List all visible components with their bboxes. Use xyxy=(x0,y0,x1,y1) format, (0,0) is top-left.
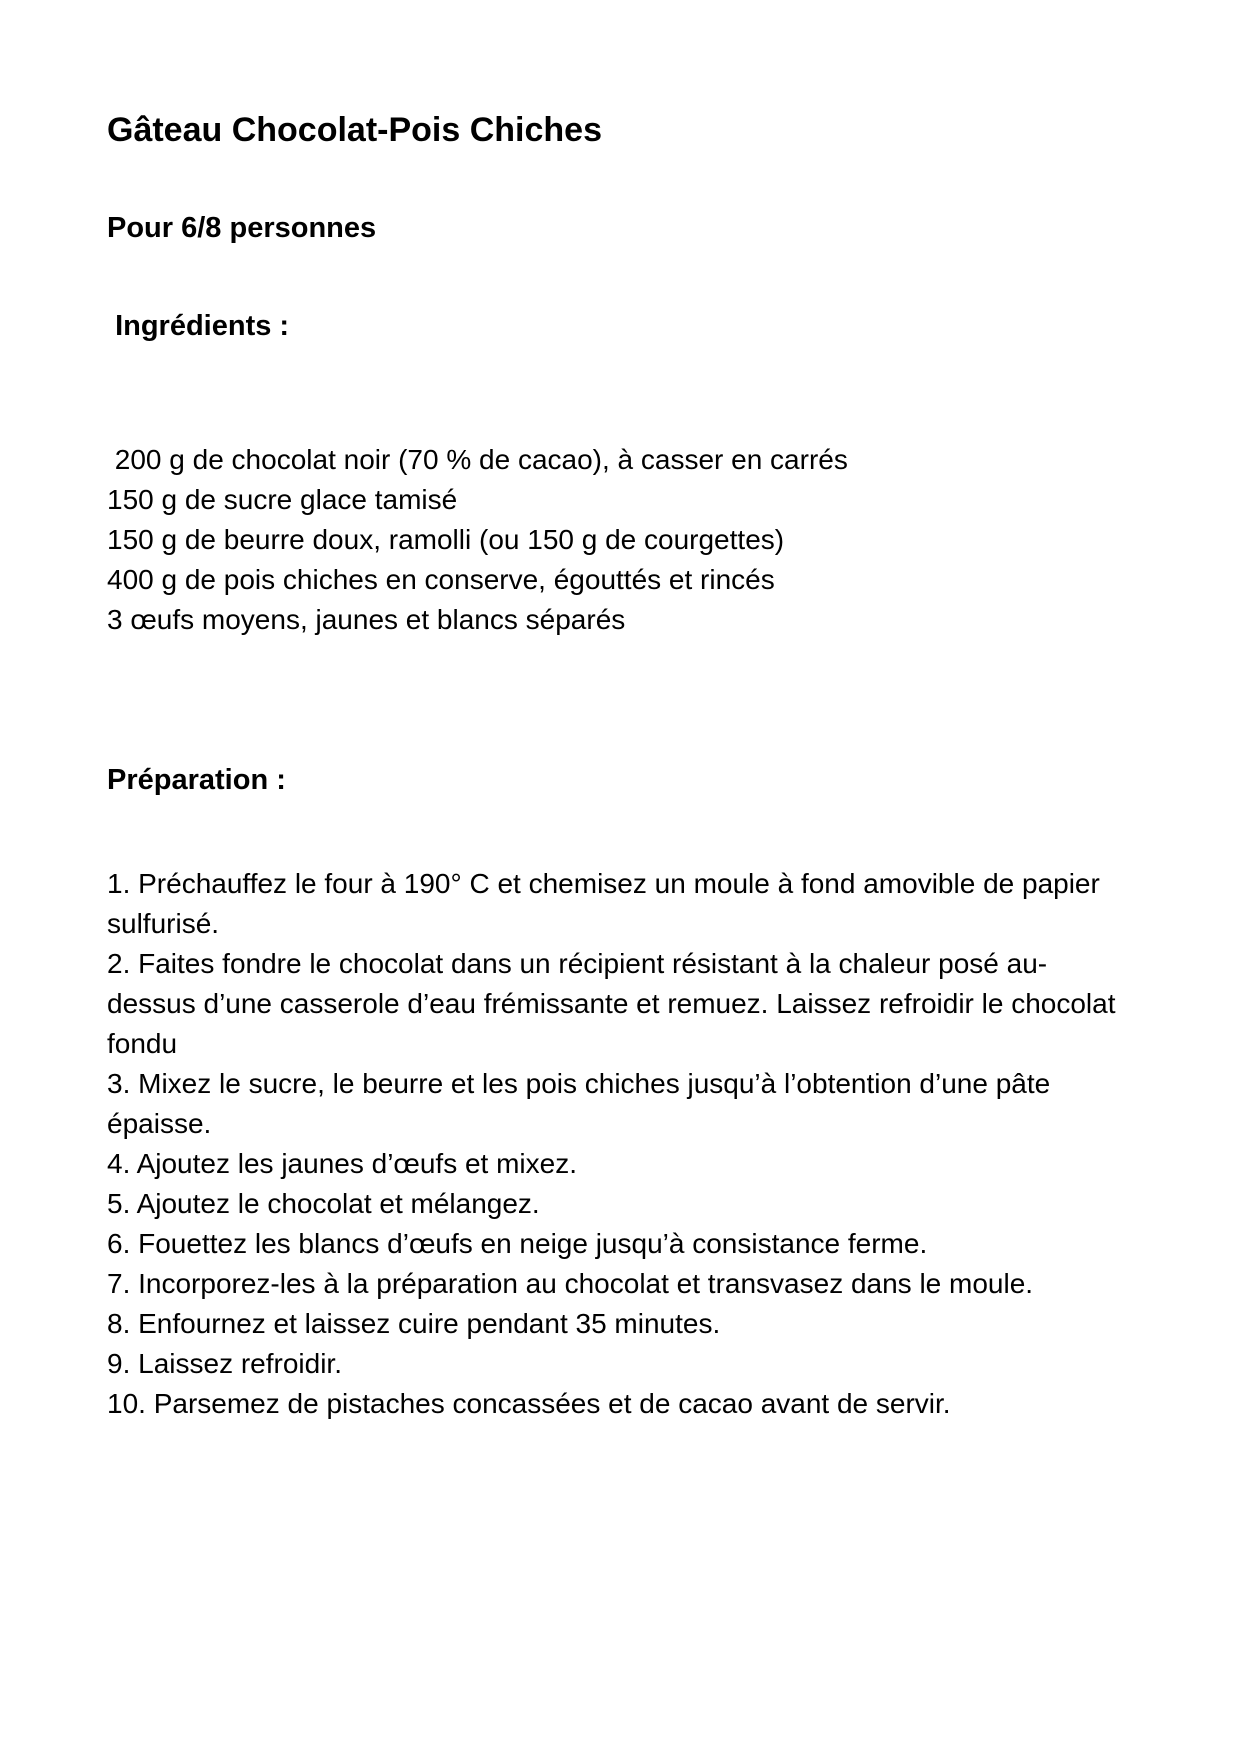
ingredient-line: 200 g de chocolat noir (70 % de cacao), à casser en carrés xyxy=(107,444,848,475)
ingredients-list xyxy=(107,440,1141,640)
preparation-step: 7. Incorporez-les à la préparation au chocolat et transvasez dans le moule. xyxy=(107,1268,1034,1299)
ingredient-line: 3 œufs moyens, jaunes et blancs séparés xyxy=(107,604,626,635)
preparation-step: 10. Parsemez de pistaches concassées et de cacao avant de servir. xyxy=(107,1388,951,1419)
preparation-step: 9. Laissez refroidir. xyxy=(107,1348,342,1379)
preparation-step: 8. Enfournez et laissez cuire pendant 35 minutes. xyxy=(107,1308,721,1339)
preparation-step: 1. Préchauffez le four à 190° C et chemisez un moule à fond amovible de papier sulfurisé. xyxy=(107,868,1108,939)
ingredient-line: 150 g de sucre glace tamisé xyxy=(107,484,458,515)
preparation-step: 4. Ajoutez les jaunes d’œufs et mixez. xyxy=(107,1148,577,1179)
preparation-step: 2. Faites fondre le chocolat dans un récipient résistant à la chaleur posé au- dessus d’une casserole d’eau frémissante et remuez. Laissez refroidir le chocolat fondu xyxy=(107,948,1124,1059)
preparation-step: 5. Ajoutez le chocolat et mélangez. xyxy=(107,1188,540,1219)
ingredients-heading: Ingrédients : xyxy=(107,310,290,342)
ingredient-line: 150 g de beurre doux, ramolli (ou 150 g de courgettes) xyxy=(107,524,785,555)
preparation-steps xyxy=(107,864,1141,1424)
servings-heading: Pour 6/8 personnes xyxy=(107,212,377,244)
preparation-step: 3. Mixez le sucre, le beurre et les pois chiches jusqu’à l’obtention d’une pâte épaisse. xyxy=(107,1068,1058,1139)
page-title: Gâteau Chocolat-Pois Chiches xyxy=(107,111,602,149)
preparation-heading: Préparation : xyxy=(107,764,286,796)
preparation-step: 6. Fouettez les blancs d’œufs en neige jusqu’à consistance ferme. xyxy=(107,1228,928,1259)
ingredient-line: 400 g de pois chiches en conserve, égouttés et rincés xyxy=(107,564,775,595)
